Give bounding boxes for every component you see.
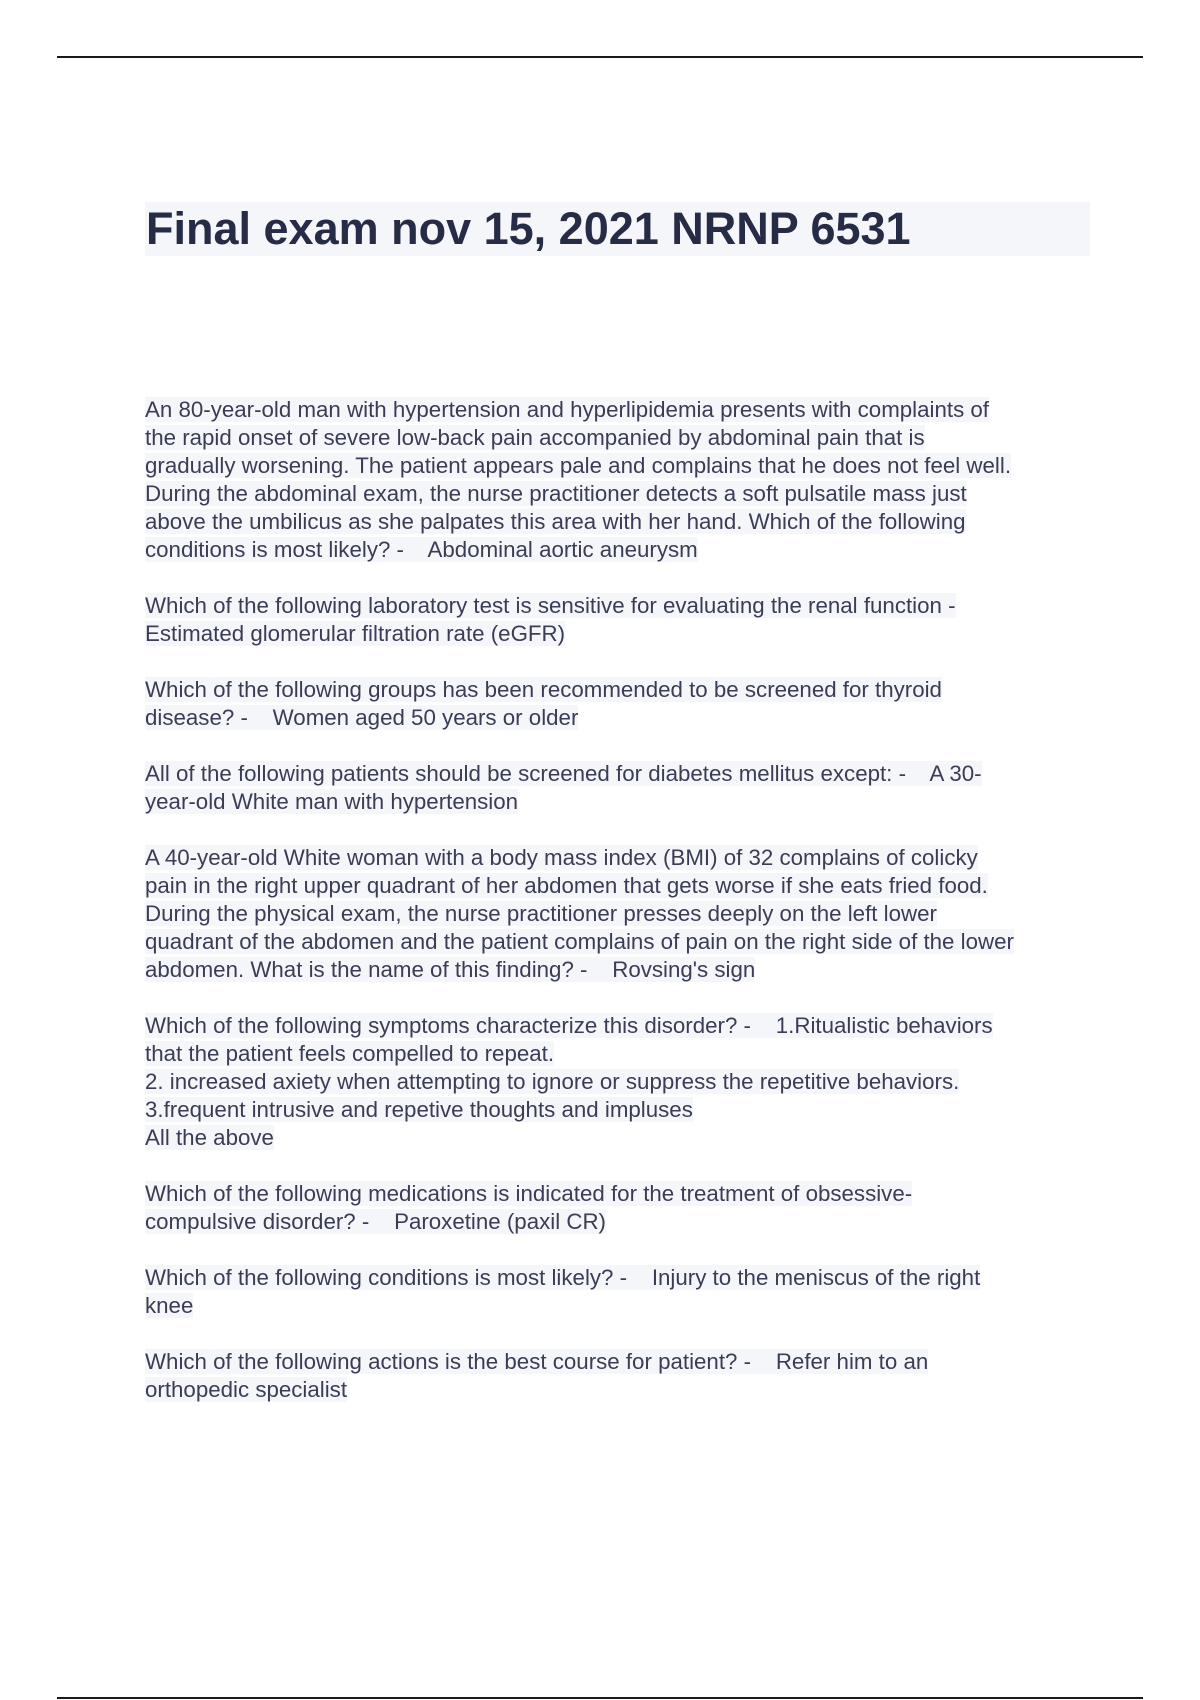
text-line-content: Which of the following laboratory test is sensitive for evaluating the renal function -: [145, 593, 956, 618]
top-divider: [57, 56, 1143, 58]
text-line-content: pain in the right upper quadrant of her abdomen that gets worse if she eats fried food.: [145, 873, 988, 898]
page-title: Final exam nov 15, 2021 NRNP 6531: [146, 203, 911, 254]
question-answer-item: [145, 844, 1095, 984]
text-line: [145, 452, 1095, 480]
text-line: [145, 480, 1095, 508]
question-answer-item: [145, 592, 1095, 648]
text-line: [145, 424, 1095, 452]
question-answer-item: [145, 1012, 1095, 1152]
text-line: [145, 508, 1095, 536]
text-line: [145, 1376, 1095, 1404]
question-answer-item: [145, 1264, 1095, 1320]
text-line-content: orthopedic specialist: [145, 1377, 348, 1402]
text-line-content: conditions is most likely? - Abdominal aortic aneurysm: [145, 537, 698, 562]
text-line: [145, 620, 1095, 648]
text-line: [145, 1012, 1095, 1040]
text-line: [145, 592, 1095, 620]
text-line-content: Which of the following medications is indicated for the treatment of obsessive-: [145, 1181, 913, 1206]
text-line-content: Which of the following actions is the best course for patient? - Refer him to an: [145, 1349, 929, 1374]
bottom-divider: [57, 1697, 1143, 1699]
text-line-content: year-old White man with hypertension: [145, 789, 519, 814]
text-line-content: During the abdominal exam, the nurse practitioner detects a soft pulsatile mass just: [145, 481, 967, 506]
text-line-content: 2. increased axiety when attempting to ignore or suppress the repetitive behaviors.: [145, 1069, 960, 1094]
question-answer-item: [145, 396, 1095, 564]
text-line-content: Which of the following groups has been recommended to be screened for thyroid: [145, 677, 942, 702]
text-line-content: gradually worsening. The patient appears pale and complains that he does not feel well.: [145, 453, 1012, 478]
text-line-content: Which of the following conditions is most likely? - Injury to the meniscus of the right: [145, 1265, 981, 1290]
text-line-content: above the umbilicus as she palpates this area with her hand. Which of the following: [145, 509, 966, 534]
text-line: [145, 1124, 1095, 1152]
text-line: [145, 536, 1095, 564]
text-line: [145, 1348, 1095, 1376]
text-line-content: that the patient feels compelled to repeat.: [145, 1041, 555, 1066]
text-line: [145, 760, 1095, 788]
text-line: [145, 396, 1095, 424]
text-line-content: disease? - Women aged 50 years or older: [145, 705, 579, 730]
question-answer-item: [145, 1180, 1095, 1236]
text-line: [145, 900, 1095, 928]
text-line-content: Estimated glomerular filtration rate (eGFR): [145, 621, 566, 646]
text-line-content: the rapid onset of severe low-back pain accompanied by abdominal pain that is: [145, 425, 925, 450]
text-line: [145, 1068, 1095, 1096]
text-line-content: compulsive disorder? - Paroxetine (paxil CR): [145, 1209, 606, 1234]
question-answer-item: [145, 676, 1095, 732]
question-list: [145, 396, 1095, 1432]
question-answer-item: [145, 760, 1095, 816]
text-line: [145, 1096, 1095, 1124]
text-line: [145, 1180, 1095, 1208]
text-line-content: All the above: [145, 1125, 274, 1150]
text-line-content: A 40-year-old White woman with a body mass index (BMI) of 32 complains of colicky: [145, 845, 978, 870]
text-line: [145, 844, 1095, 872]
text-line: [145, 956, 1095, 984]
text-line-content: An 80-year-old man with hypertension and hyperlipidemia presents with complaints of: [145, 397, 990, 422]
text-line-content: knee: [145, 1293, 194, 1318]
text-line: [145, 1040, 1095, 1068]
question-answer-item: [145, 1348, 1095, 1404]
text-line-content: Which of the following symptoms characterize this disorder? - 1.Ritualistic behaviors: [145, 1013, 993, 1038]
text-line: [145, 1264, 1095, 1292]
text-line: [145, 704, 1095, 732]
text-line-content: quadrant of the abdomen and the patient complains of pain on the right side of the lower: [145, 929, 1014, 954]
text-line-content: All of the following patients should be screened for diabetes mellitus except: - A 30-: [145, 761, 982, 786]
text-line-content: 3.frequent intrusive and repetive thoughts and impluses: [145, 1097, 693, 1122]
text-line: [145, 928, 1095, 956]
text-line: [145, 872, 1095, 900]
text-line: [145, 1208, 1095, 1236]
text-line: [145, 788, 1095, 816]
text-line-content: abdomen. What is the name of this finding? - Rovsing's sign: [145, 957, 756, 982]
text-line: [145, 676, 1095, 704]
text-line: [145, 1292, 1095, 1320]
text-line-content: During the physical exam, the nurse practitioner presses deeply on the left lower: [145, 901, 937, 926]
